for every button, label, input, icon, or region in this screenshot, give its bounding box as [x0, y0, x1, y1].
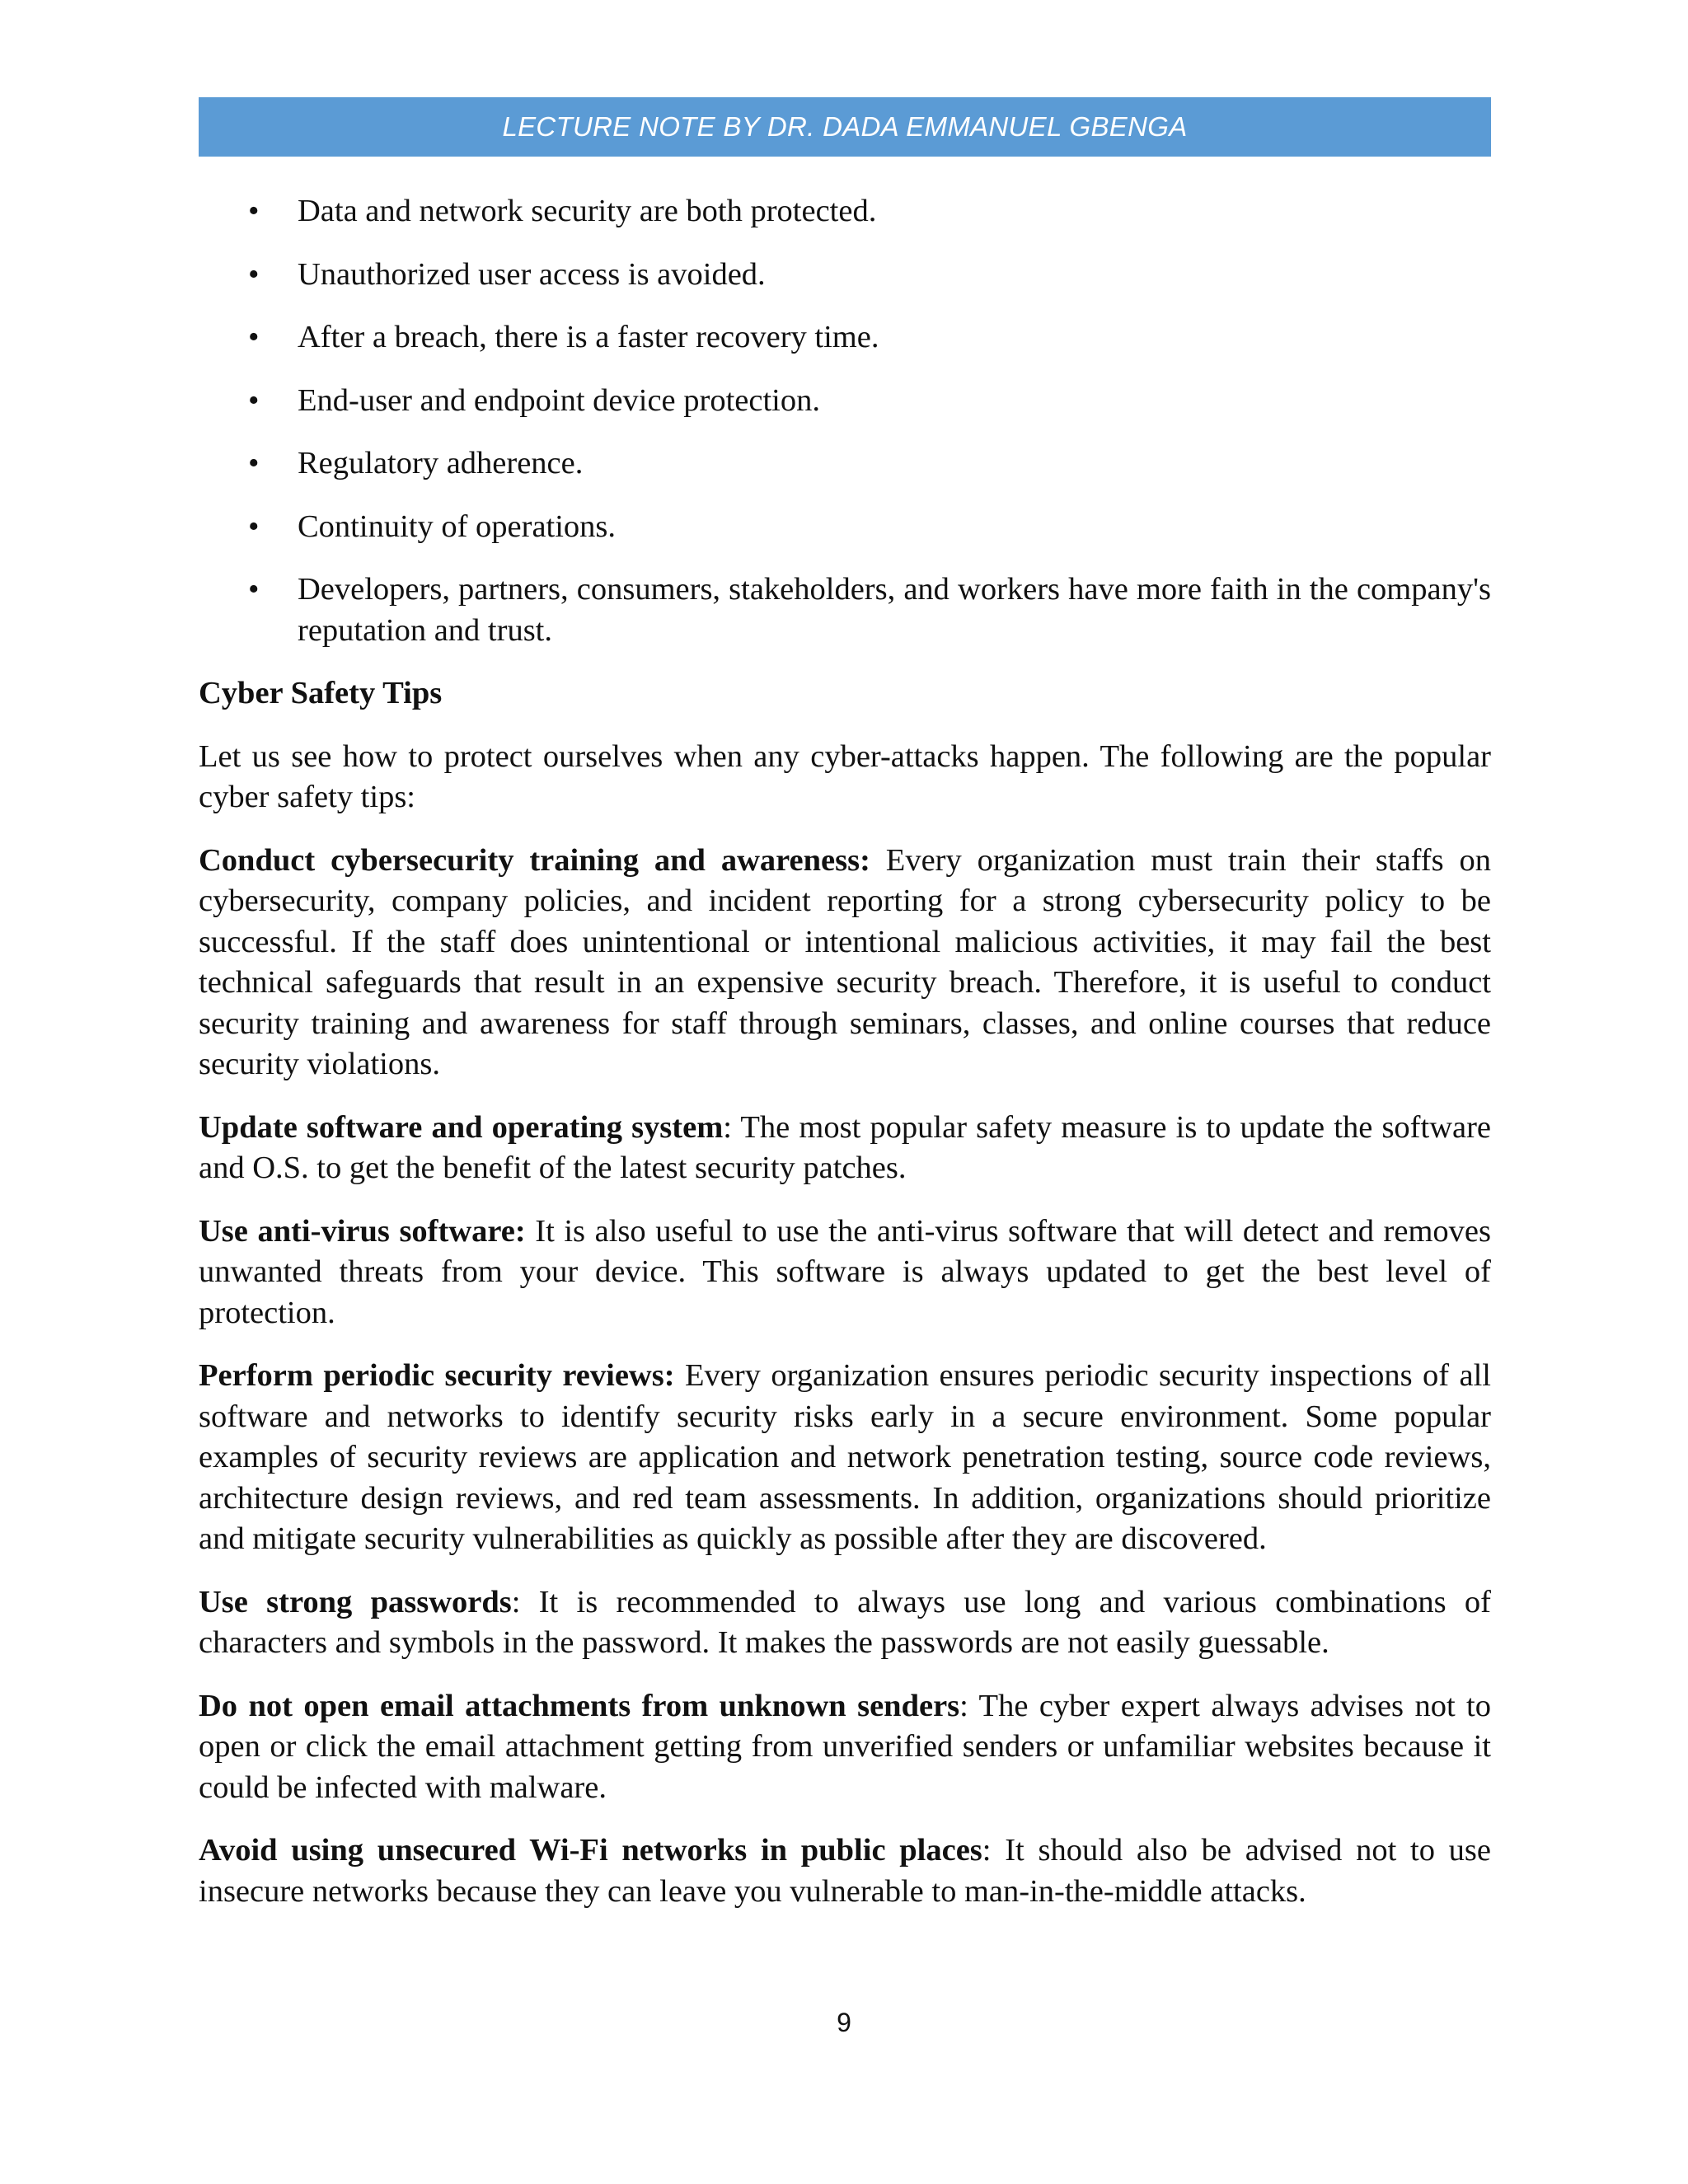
section-intro: Let us see how to protect ourselves when any cyber-attacks happen. The following are the popular cyber safety tips: [199, 738, 1491, 814]
tip-text: : The cyber expert always advises not to open or click the email attachment getting from unverified senders or unfamiliar websites because it could be infected with malware. [199, 1688, 1491, 1805]
tip-text: : It should also be advised not to use insecure networks because they can leave you vulnerable to man-in-the-middle attacks. [199, 1833, 1491, 1909]
page-header-band [199, 97, 1491, 157]
bullet-icon: • [248, 382, 260, 418]
list-item [199, 191, 1491, 232]
tip-term: Conduct cybersecurity training and awareness: [199, 842, 870, 878]
list-item [199, 381, 1491, 422]
list-item [199, 443, 1491, 485]
bullet-icon: • [248, 446, 260, 480]
list-item-text: Unauthorized user access is avoided. [298, 256, 766, 292]
page-content [199, 191, 1491, 1934]
tip-term: Perform periodic security reviews: [199, 1358, 675, 1393]
section-heading: Cyber Safety Tips [199, 676, 443, 710]
page-number: 9 [837, 2008, 851, 2037]
tip-paragraph-wifi [199, 1830, 1491, 1912]
tip-paragraph-training [199, 841, 1491, 1085]
bullet-icon: • [248, 320, 260, 354]
bullet-icon: • [248, 194, 260, 228]
bullet-icon: • [248, 572, 260, 607]
tip-term: Use anti-virus software: [199, 1213, 526, 1249]
tip-paragraph-passwords [199, 1582, 1491, 1664]
tip-paragraph-attachments [199, 1686, 1491, 1809]
list-item [199, 255, 1491, 296]
tip-text: : The most popular safety measure is to update the software and O.S. to get the benefit of the latest security patches. [199, 1109, 1491, 1185]
tip-text: It is also useful to use the anti-virus software that will detect and removes unwanted threats from your device. This software is always updated to get the best level of protection. [199, 1213, 1491, 1330]
list-item [199, 507, 1491, 548]
tip-paragraph-update [199, 1108, 1491, 1189]
tip-term: Avoid using unsecured Wi-Fi networks in public places [199, 1833, 982, 1868]
list-item-text: End-user and endpoint device protection. [298, 382, 820, 418]
list-item [199, 317, 1491, 359]
bullet-icon: • [248, 256, 260, 292]
tip-text: Every organization must train their staffs on cybersecurity, company policies, and incident reporting for a strong cybersecurity policy to be successful. If the staff does unintentional or intentional malicious activities, it may fail the best technical safeguards that result in an expensive security breach. Therefore, it is useful to conduct security training and awareness for staff through seminars, classes, and online courses that reduce security violations. [199, 842, 1491, 1081]
tip-term: Use strong passwords [199, 1584, 512, 1619]
list-item-text: After a breach, there is a faster recovery time. [298, 320, 879, 354]
list-item-text: Regulatory adherence. [298, 446, 584, 480]
tip-term: Do not open email attachments from unknown senders [199, 1688, 960, 1723]
list-item [199, 569, 1491, 651]
list-item-text: Continuity of operations. [298, 509, 617, 544]
tip-term: Update software and operating system [199, 1109, 724, 1145]
list-item-text: Data and network security are both protected. [298, 194, 877, 228]
page-header-title: LECTURE NOTE BY DR. DADA EMMANUEL GBENGA [502, 111, 1188, 142]
tip-paragraph-antivirus [199, 1212, 1491, 1334]
tip-paragraph-reviews [199, 1356, 1491, 1560]
benefits-list [199, 191, 1491, 651]
bullet-icon: • [248, 509, 260, 544]
list-item-text: Developers, partners, consumers, stakeholders, and workers have more faith in the company's reputation and trust. [298, 572, 1491, 648]
tip-text: : It is recommended to always use long and various combinations of characters and symbols in the password. It makes the passwords are not easily guessable. [199, 1584, 1491, 1660]
tip-text: Every organization ensures periodic security inspections of all software and networks to identify security risks early in a secure environment. Some popular examples of security reviews are application and network penetration testing, source code reviews, architecture design reviews, and red team assessments. In addition, organizations should prioritize and mitigate security vulnerabilities as quickly as possible after they are discovered. [199, 1358, 1492, 1556]
